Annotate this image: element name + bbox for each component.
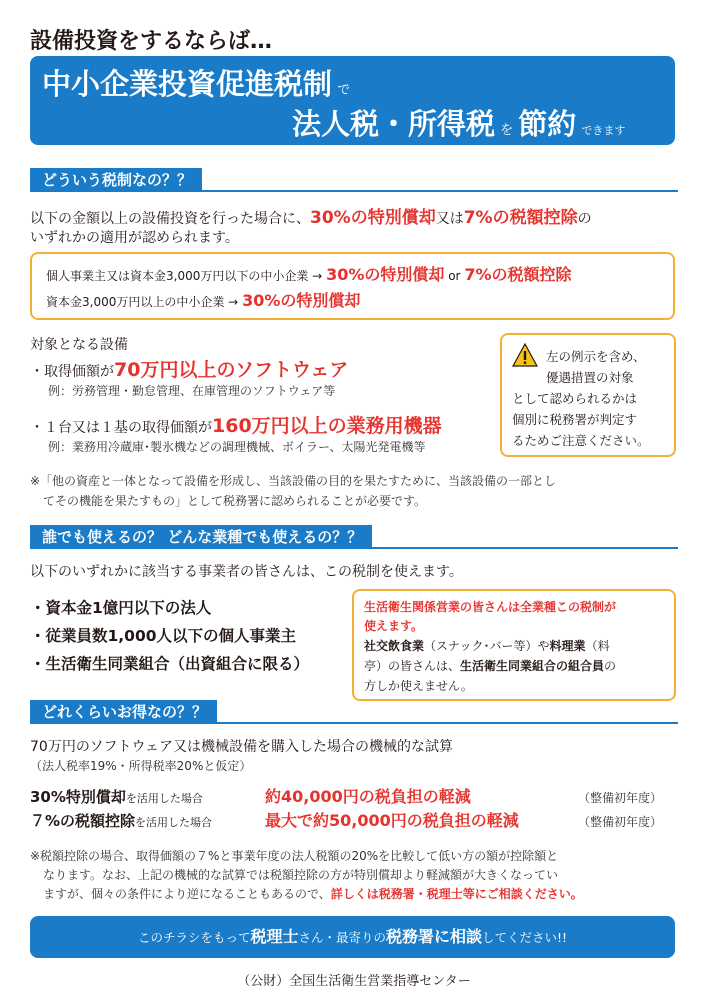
- target-item-equipment-example: 例：業務用冷蔵庫･製氷機などの調理機械、ボイラー、太陽光発電機等: [48, 440, 426, 454]
- hygiene-line-2: 使えます。: [364, 619, 424, 633]
- text: 税務署に相談: [386, 927, 483, 946]
- warning-box: [500, 333, 676, 457]
- banner-tax-names: 法人税・所得税: [292, 107, 496, 141]
- text: 生活衛生同業組合の組合員: [460, 659, 605, 673]
- text: ・取得価額が: [30, 364, 114, 380]
- eligible-item: ・資本金1億円以下の法人: [30, 599, 212, 617]
- sec3-note-line3: [43, 885, 583, 902]
- section-heading-1-label: どういう税制なの？？: [30, 168, 202, 192]
- sec1-note-line2: てその機能を果たすもの」として税務署に認められることが必要です。: [43, 494, 427, 508]
- text: or: [448, 269, 461, 283]
- hygiene-line-4: [364, 657, 616, 674]
- eligibility-box: [30, 252, 675, 320]
- text: 資本金3,000万円以上の中小企業 →: [46, 295, 239, 309]
- text: を活用した場合: [125, 792, 203, 805]
- sec1-paragraph-line1: [30, 203, 592, 228]
- section-heading-2-label: 誰でも使えるの？ どんな業種でも使えるの？？: [30, 525, 372, 549]
- banner-particle-de: で: [337, 83, 351, 98]
- saving-amount-credit: 最大で約50,000円の税負担の軽減: [265, 811, 519, 830]
- highlight-consult: 詳しくは税務署・税理士等にご相談ください。: [330, 887, 583, 901]
- text: このチラシをもって: [137, 930, 251, 945]
- saving-year-depreciation: （整備初年度）: [578, 791, 663, 805]
- saving-year-credit: （整備初年度）: [578, 815, 663, 829]
- section-heading-1: [30, 168, 678, 192]
- warning-line-3: として認められるかは: [512, 391, 638, 406]
- highlight: 30%の特別償却: [242, 291, 361, 310]
- sec3-note-line2: なります。なお、上記の機械的な試算では税額控除の方が特別償却より軽減額が大きくなってい: [43, 868, 559, 882]
- text: ７%の税額控除: [30, 812, 136, 830]
- text: 亭）の皆さんは、: [364, 659, 461, 673]
- hygiene-line-5: 方しか使えません。: [364, 679, 473, 693]
- highlight-special-depreciation: 30%の特別償却: [310, 208, 436, 228]
- warning-icon: [512, 343, 538, 367]
- warning-line-2: 優遇措置の対象: [546, 370, 634, 385]
- banner-can: できます: [581, 124, 626, 137]
- section-heading-3: [30, 700, 678, 724]
- eligible-item: ・生活衛生同業組合（出資組合に限る）: [30, 655, 310, 673]
- sec3-assumption: （法人税率19%・所得税率20%と仮定）: [30, 759, 252, 773]
- text: 料理業: [549, 639, 586, 653]
- hygiene-line-1: 生活衛生関係営業の皆さんは全業種この税制が: [364, 600, 617, 614]
- warning-line-5: るためご注意ください。: [512, 433, 650, 448]
- publisher-name: （公財）全国生活衛生営業指導センター: [237, 974, 471, 989]
- text: の: [604, 659, 617, 673]
- sec1-note-line1: ※「他の資産と一体となって設備を形成し、当該設備の目的を果たすために、当該設備の一部とし: [30, 474, 557, 488]
- text: を活用した場合: [135, 816, 213, 829]
- highlight: 7%の税額控除: [464, 265, 572, 284]
- highlight-tax-credit: 7%の税額控除: [463, 208, 578, 228]
- saving-amount-depreciation: 約40,000円の税負担の軽減: [265, 787, 471, 806]
- text: 個人事業主又は資本金3,000万円以下の中小企業 →: [46, 269, 323, 283]
- intro-heading: 設備投資をするならば…: [30, 29, 273, 54]
- eligible-item: ・従業員数1,000人以下の個人事業主: [30, 627, 297, 645]
- text: （料: [585, 639, 610, 653]
- text: 以下の金額以上の設備投資を行った場合に、: [30, 211, 310, 227]
- footer-banner: [30, 916, 675, 958]
- text: 30%特別償却: [30, 788, 126, 806]
- text: の: [577, 211, 592, 227]
- text: さん・最寄りの: [298, 930, 386, 945]
- text: 又は: [435, 211, 464, 227]
- title-banner: [30, 56, 675, 145]
- sec3-note-line1: ※税額控除の場合、取得価額の７%と事業年度の法人税額の20%を比較して低い方の額が控除額と: [30, 849, 559, 863]
- warning-line-1: 左の例示を含め、: [546, 349, 646, 364]
- section-heading-3-label: どれくらいお得なの？？: [30, 700, 217, 724]
- text: 社交飲食業: [364, 639, 425, 653]
- banner-title: 中小企業投資促進税制: [42, 67, 333, 101]
- hygiene-business-box: [352, 589, 676, 701]
- hygiene-line-3: [364, 637, 610, 654]
- text: ・１台又は１基の取得価額が: [30, 420, 212, 436]
- highlight: 160万円以上の業務用機器: [212, 415, 442, 437]
- target-item-software-example: 例：労務管理・勤怠管理、在庫管理のソフトウェア等: [48, 384, 336, 398]
- saving-row-credit: [30, 810, 212, 831]
- sec2-lead: 以下のいずれかに該当する事業者の皆さんは、この税制を使えます。: [30, 564, 463, 580]
- target-item-equipment: [30, 411, 442, 438]
- text: ますが、個々の条件により逆になることもあるので、: [43, 887, 331, 901]
- target-item-software: [30, 355, 348, 382]
- highlight: 30%の特別償却: [326, 265, 445, 284]
- warning-line-4: 個別に税務署が判定す: [512, 412, 638, 427]
- highlight: 70万円以上のソフトウェア: [114, 359, 349, 381]
- banner-save: 節約: [518, 107, 577, 141]
- saving-row-depreciation: [30, 786, 203, 807]
- section-heading-2: [30, 525, 678, 549]
- text: 税理士: [250, 927, 299, 946]
- banner-particle-wo: を: [500, 123, 514, 138]
- target-title: 対象となる設備: [30, 337, 128, 353]
- text: （スナック･バー等）や: [424, 639, 550, 653]
- sec1-paragraph-line2: いずれかの適用が認められます。: [30, 230, 239, 246]
- sec3-lead: 70万円のソフトウェア又は機械設備を購入した場合の機械的な試算: [30, 739, 453, 755]
- text: してください!!: [482, 930, 568, 945]
